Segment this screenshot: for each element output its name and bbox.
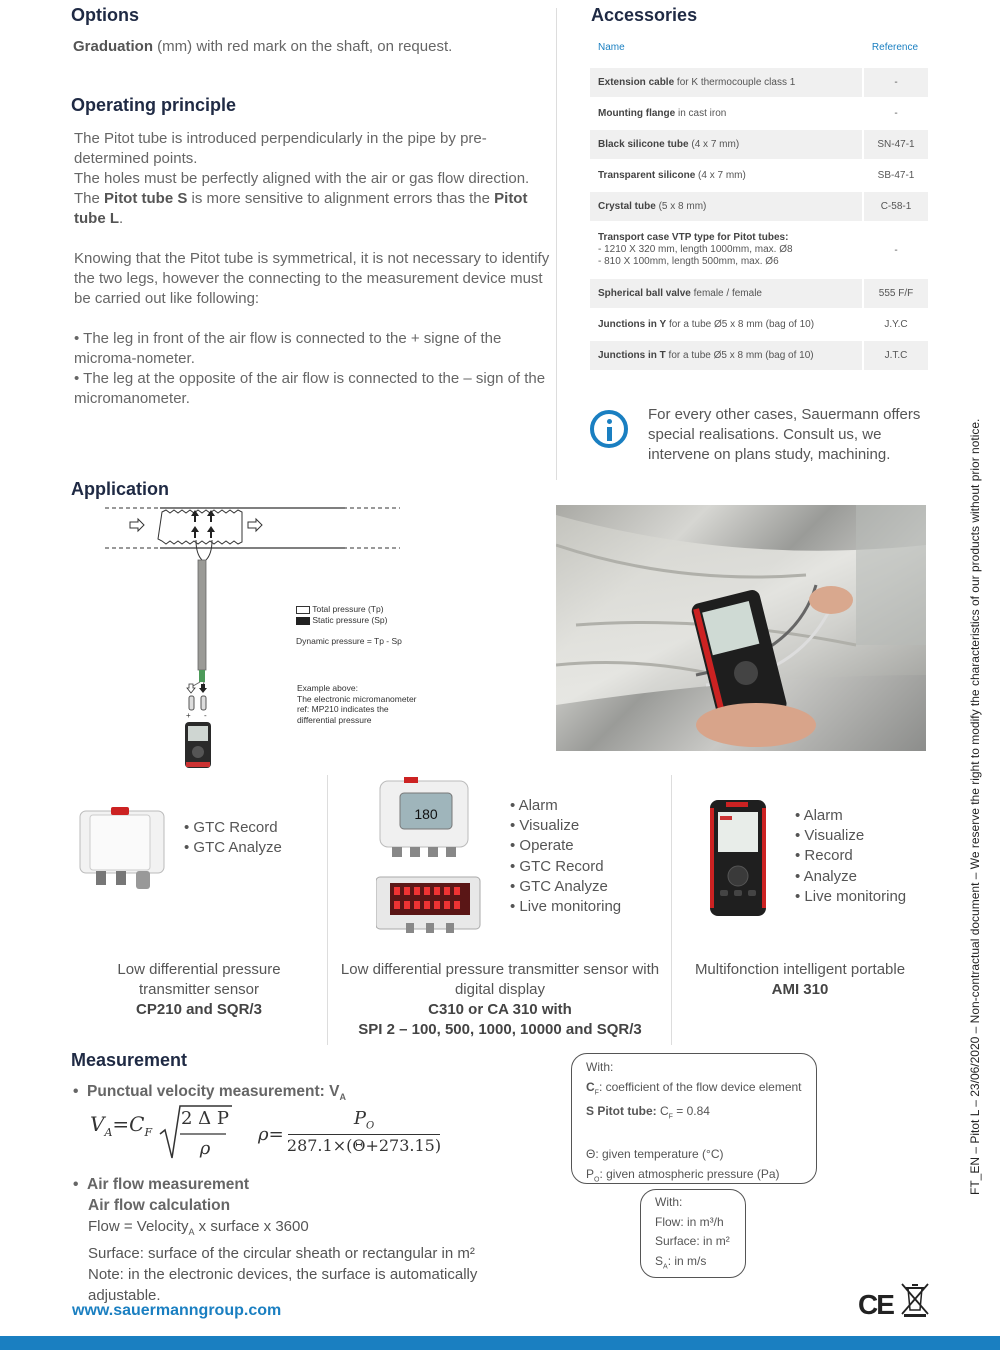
- options-text-rest: (mm) with red mark on the shaft, on request.: [153, 38, 453, 55]
- operating-p2: The holes must be perfectly aligned with the air or gas flow direction.: [74, 170, 530, 187]
- accessories-table: [590, 34, 928, 372]
- list-item: • GTC Analyze: [510, 877, 621, 897]
- surface-line: Surface: surface of the circular sheath or rectangular in m²: [88, 1245, 475, 1262]
- list-item: • GTC Record: [510, 857, 621, 877]
- with-box-units: [640, 1189, 746, 1278]
- density-numerator: $P_O$: [353, 1108, 375, 1132]
- options-title: Options: [71, 5, 139, 25]
- table-row: Mounting flange in cast iron -: [590, 99, 928, 128]
- flow-line: Flow = Velocity$_A$ x surface x 3600: [88, 1218, 309, 1237]
- cp210-image: [76, 805, 168, 895]
- table-row: Junctions in Y for a tube Ø5 x 8 mm (bag of 10) J.Y.C: [590, 310, 928, 339]
- column-divider: [556, 8, 557, 480]
- product-3-features: [795, 806, 906, 907]
- sa-unit-line: $S_A$: in m/s: [655, 1253, 707, 1270]
- list-item: • Alarm: [795, 806, 906, 826]
- punctual-heading: • Punctual velocity measurement: $V_A$: [73, 1083, 346, 1103]
- product-2-features: [510, 796, 621, 917]
- table-row: Extension cable for K thermocouple class 1 -: [590, 68, 928, 97]
- operating-p1: The Pitot tube is introduced perpendicularly in the pipe by pre-determined points.: [74, 130, 487, 167]
- airflow-heading: • Air flow measurement: [73, 1176, 249, 1193]
- list-item: • Live monitoring: [795, 887, 906, 907]
- note-line: Note: in the electronic devices, the surface is automatically adjustable.: [88, 1266, 478, 1304]
- side-disclaimer: FT_EN – Pitot L – 23/06/2020 – Non-contractual document – We reserve the right to modify the characteristics of our products without prior notice.: [968, 418, 982, 1195]
- accessories-title: Accessories: [591, 5, 698, 25]
- operating-bullet-1: • The leg in front of the air flow is connected to the + signe of the microma-nometer.: [74, 330, 502, 367]
- options-text-bold: Graduation: [73, 38, 154, 55]
- formula-numerator: 2 Δ P: [180, 1108, 229, 1129]
- product-2-caption: Low differential pressure transmitter sensor with digital display C310 or CA 310 with SPI 2 – 100, 500, 1000, 10000 and SQR/3: [340, 961, 660, 1038]
- table-row: Transparent silicone (4 x 7 mm) SB-47-1: [590, 161, 928, 190]
- table-row: Crystal tube (5 x 8 mm) C-58-1: [590, 192, 928, 221]
- operating-p3: The Pitot tube S is more sensitive to alignment errors thas the Pitot tube L.: [74, 190, 528, 227]
- col-name-header: Name: [598, 42, 625, 53]
- example-note: Example above: The electronic micromanometer ref: MP210 indicates the differential pressure: [297, 683, 417, 725]
- list-item: • GTC Analyze: [184, 838, 282, 858]
- photo-illustration: [556, 505, 926, 751]
- product-3-caption: Multifonction intelligent portable AMI 310: [694, 961, 906, 998]
- velocity-formula: $V_A=C_F$: [90, 1112, 153, 1139]
- legend-static: Static pressure (Sp): [296, 615, 402, 626]
- airflow-calc: Air flow calculation: [88, 1197, 231, 1214]
- application-photo: [556, 505, 926, 751]
- hollow-arrow-icon: [296, 606, 310, 614]
- flow-unit-line: Flow: in m³/h: [655, 1214, 724, 1229]
- list-item: • Analyze: [795, 867, 906, 887]
- with-box-2-title: With:: [655, 1195, 683, 1209]
- list-item: • Visualize: [510, 816, 621, 836]
- with-box-coefficients: [571, 1053, 817, 1184]
- spitot-line: S Pitot tube: $C_F = 0.84$: [586, 1104, 710, 1121]
- list-item: • GTC Record: [184, 818, 282, 838]
- table-row: Transport case VTP type for Pitot tubes: - 1210 X 320 mm, length 1000mm, max. Ø8 - 810 X 100mm, length 500mm, max. Ø6 -: [590, 223, 928, 277]
- product-1-caption: Low differential pressure transmitter sensor CP210 and SQR/3: [117, 961, 281, 1018]
- ce-mark: CE: [858, 1289, 893, 1320]
- list-item: • Operate: [510, 836, 621, 856]
- plus-sign: +: [186, 711, 191, 720]
- minus-sign: -: [204, 711, 207, 720]
- po-line: $P_O$: given atmospheric pressure (Pa): [586, 1166, 780, 1184]
- solid-arrow-icon: [296, 617, 310, 625]
- fraction-bar: [288, 1134, 440, 1135]
- c310-image: [376, 777, 486, 937]
- measurement-title: Measurement: [71, 1050, 188, 1070]
- info-icon: [590, 410, 628, 448]
- options-text: [73, 37, 553, 57]
- operating-text: [74, 129, 550, 409]
- display-value: 180: [414, 806, 438, 822]
- pressure-legend: [296, 604, 402, 647]
- table-row: Black silicone tube (4 x 7 mm) SN-47-1: [590, 130, 928, 159]
- col-ref-header: Reference: [871, 42, 919, 53]
- footer-bar: [0, 1336, 1000, 1350]
- info-text: For every other cases, Sauermann offers special realisations. Consult us, we intervene on plans study, machining.: [648, 406, 921, 463]
- surface-unit-line: Surface: in m²: [655, 1234, 730, 1248]
- operating-bullet-2: • The leg at the opposite of the air flow is connected to the – sign of the micromanometer.: [74, 370, 546, 407]
- product-divider-2: [671, 775, 672, 1045]
- product-divider-1: [327, 775, 328, 1045]
- density-formula-lhs: ρ=: [258, 1124, 284, 1145]
- operating-p4: Knowing that the Pitot tube is symmetrical, it is not necessary to identify the two legs, however the connecting to the measurement device must be carried out like following:: [74, 250, 550, 307]
- product-1-features: [184, 818, 282, 858]
- list-item: • Visualize: [795, 826, 906, 846]
- list-item: • Live monitoring: [510, 897, 621, 917]
- website-link[interactable]: www.sauermanngroup.com: [72, 1302, 282, 1319]
- operating-title: Operating principle: [71, 95, 237, 115]
- theta-line: Θ: given temperature (°C): [586, 1147, 724, 1162]
- list-item: • Record: [795, 846, 906, 866]
- ami310-image: [708, 798, 768, 918]
- cf-line: $C_F$: coefficient of the flow device element: [586, 1079, 802, 1096]
- airflow-section: [73, 1174, 553, 1306]
- legend-total: Total pressure (Tp): [296, 604, 402, 615]
- legend-dynamic: Dynamic pressure = Tp - Sp: [296, 636, 402, 646]
- density-denominator: 287.1×(Θ+273.15): [286, 1136, 442, 1155]
- with-box-1-title: With:: [586, 1060, 614, 1074]
- table-row: Spherical ball valve female / female 555 F/F: [590, 279, 928, 308]
- weee-bin-icon: [900, 1282, 930, 1318]
- table-row: Junctions in T for a tube Ø5 x 8 mm (bag of 10) J.T.C: [590, 341, 928, 370]
- application-title: Application: [71, 479, 169, 499]
- list-item: • Alarm: [510, 796, 621, 816]
- formula-denominator: ρ: [199, 1138, 211, 1159]
